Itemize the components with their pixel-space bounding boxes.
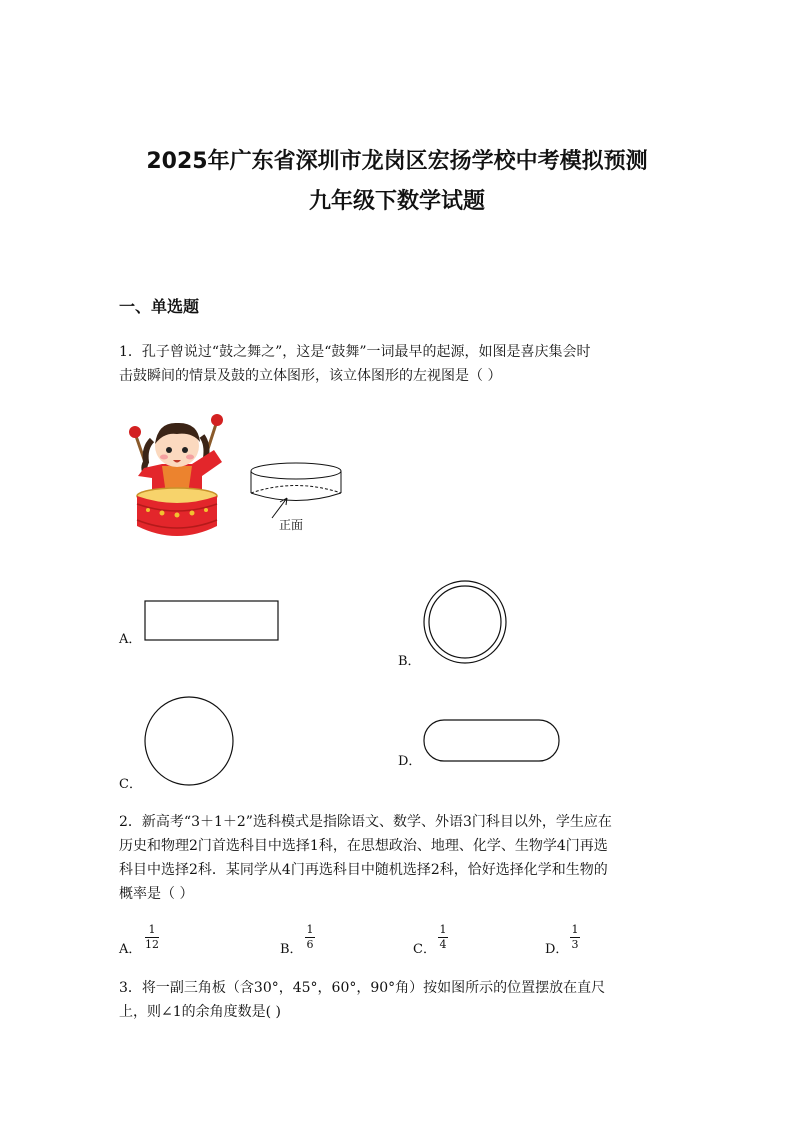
q1-option-c-circle[interactable] (143, 696, 235, 788)
question-2-text (119, 810, 679, 906)
cylinder-figure (250, 462, 346, 524)
q2-option-d-fraction[interactable] (570, 924, 580, 951)
question-2-line4: 概率是（ ） (119, 886, 194, 902)
q1-option-d-rounded-rectangle[interactable] (422, 718, 562, 764)
q1-option-d-label: D． (398, 754, 422, 769)
fraction-numerator: 1 (439, 923, 447, 936)
q2-option-c-label: C． (413, 942, 436, 957)
question-3-line1: 3．将一副三角板（含30°，45°，60°，90°角）按如图所示的位置摆放在直尺 (119, 980, 606, 996)
question-2-line1: 2．新高考“3＋1＋2”选科模式是指除语文、数学、外语3门科目以外，学生应在 (119, 814, 612, 830)
q2-option-a-label: A． (119, 942, 142, 957)
q2-option-c-fraction[interactable] (438, 924, 448, 951)
question-1-text (119, 340, 679, 388)
q1-option-c-label: C． (119, 777, 142, 792)
drum-girl-illustration (122, 410, 232, 540)
question-1-line1: 1．孔子曾说过“鼓之舞之”，这是“鼓舞”一词最早的起源，如图是喜庆集会时 (119, 344, 591, 360)
q1-option-b-double-circle[interactable] (422, 579, 508, 665)
q1-option-b-label: B． (398, 654, 421, 669)
question-2-line3: 科目中选择2科．某同学从4门再选科目中随机选择2科，恰好选择化学和生物的 (119, 862, 608, 878)
fraction-denominator: 3 (571, 938, 579, 951)
doc-title-line1: 2025年广东省深圳市龙岗区宏扬学校中考模拟预测 (146, 149, 648, 174)
q2-option-d-label: D． (545, 942, 569, 957)
q2-option-a-fraction[interactable] (145, 924, 159, 951)
fraction-denominator: 12 (145, 938, 159, 951)
question-3-text (119, 976, 679, 1024)
q2-option-b-label: B． (280, 942, 303, 957)
section-heading: 一、单选题 (119, 297, 200, 316)
fraction-denominator: 4 (439, 938, 447, 951)
question-1-line2: 击鼓瞬间的情景及鼓的立体图形，该立体图形的左视图是（ ） (119, 368, 502, 384)
q1-option-a-label: A． (119, 632, 142, 647)
fraction-numerator: 1 (571, 923, 579, 936)
fraction-numerator: 1 (148, 923, 156, 936)
fraction-denominator: 6 (306, 938, 314, 951)
question-3-line2: 上，则∠1的余角度数是( ) (119, 1004, 282, 1020)
q1-option-a-rectangle[interactable] (144, 600, 280, 642)
doc-title-line2: 九年级下数学试题 (308, 189, 485, 214)
front-view-label: 正面 (279, 518, 304, 532)
question-2-line2: 历史和物理2门首选科目中选择1科，在思想政治、地理、化学、生物学4门再选 (119, 838, 608, 854)
fraction-numerator: 1 (306, 923, 314, 936)
q2-option-b-fraction[interactable] (305, 924, 315, 951)
